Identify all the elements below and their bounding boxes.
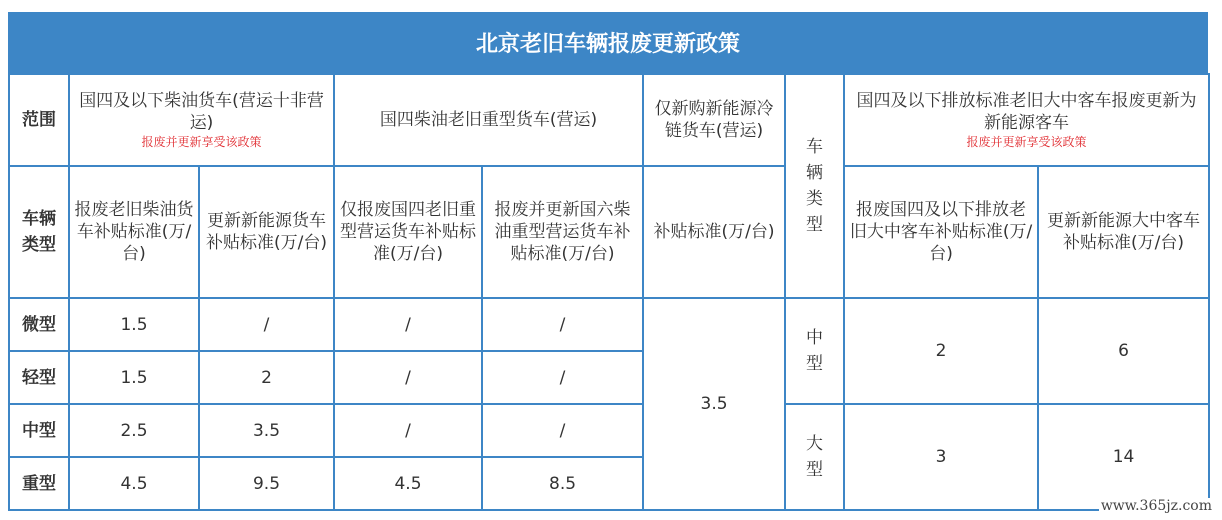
range-diesel-truck-text: 国四及以下柴油货车(营运十非营运) — [79, 91, 324, 133]
cell-value: 1.5 — [69, 351, 199, 404]
watermark: www.365jz.com — [1100, 498, 1212, 514]
cell-value: / — [482, 298, 643, 351]
cell-value: 4.5 — [334, 457, 482, 510]
cell-value: 2 — [199, 351, 334, 404]
vehicle-type-header-text: 车辆类型 — [806, 137, 824, 235]
row-type: 轻型 — [9, 351, 69, 404]
row-type: 重型 — [9, 457, 69, 510]
header-scrap-update-heavy: 报废并更新国六柴油重型营运货车补贴标准(万/台) — [482, 166, 643, 298]
type-label-text: 车辆类型 — [22, 209, 56, 255]
type-label — [9, 166, 69, 298]
bus-type-medium — [785, 298, 844, 404]
bus-type-medium-text: 中型 — [806, 328, 824, 374]
range-heavy-truck: 国四柴油老旧重型货车(营运) — [334, 74, 643, 166]
range-label: 范围 — [9, 74, 69, 166]
cell-value: / — [482, 351, 643, 404]
header-scrap-bus: 报废国四及以下排放老旧大中客车补贴标准(万/台) — [844, 166, 1038, 298]
cell-value: 2.5 — [69, 404, 199, 457]
cell-value: / — [334, 351, 482, 404]
range-bus-text: 国四及以下排放标准老旧大中客车报废更新为新能源客车 — [856, 91, 1197, 133]
vehicle-type-header — [785, 74, 844, 298]
bus-new-large: 14 — [1038, 404, 1209, 510]
standard-header-row — [9, 166, 1209, 298]
bus-type-large-text: 大型 — [806, 434, 824, 480]
table-title: 北京老旧车辆报废更新政策 — [8, 12, 1208, 73]
policy-table — [8, 73, 1210, 511]
cell-value: 4.5 — [69, 457, 199, 510]
cell-value: / — [482, 404, 643, 457]
cold-chain-value: 3.5 — [643, 298, 785, 510]
row-type: 微型 — [9, 298, 69, 351]
header-scrap-heavy: 仅报废国四老旧重型营运货车补贴标准(万/台) — [334, 166, 482, 298]
range-diesel-truck-note: 报废并更新享受该政策 — [141, 135, 262, 149]
header-scrap-diesel: 报废老旧柴油货车补贴标准(万/台) — [69, 166, 199, 298]
row-type: 中型 — [9, 404, 69, 457]
cell-value: / — [199, 298, 334, 351]
header-cold-chain: 补贴标准(万/台) — [643, 166, 785, 298]
table-row — [9, 298, 1209, 351]
bus-type-large — [785, 404, 844, 510]
header-new-energy-bus: 更新新能源大中客车补贴标准(万/台) — [1038, 166, 1209, 298]
cell-value: / — [334, 404, 482, 457]
range-bus-note: 报废并更新享受该政策 — [966, 135, 1087, 149]
cell-value: 1.5 — [69, 298, 199, 351]
cell-value: 9.5 — [199, 457, 334, 510]
range-cold-chain: 仅新购新能源冷链货车(营运) — [643, 74, 785, 166]
cell-value: 8.5 — [482, 457, 643, 510]
table-row — [9, 404, 1209, 457]
range-bus — [844, 74, 1209, 166]
range-row — [9, 74, 1209, 166]
range-diesel-truck — [69, 74, 334, 166]
bus-new-medium: 6 — [1038, 298, 1209, 404]
cell-value: / — [334, 298, 482, 351]
bus-scrap-medium: 2 — [844, 298, 1038, 404]
cell-value: 3.5 — [199, 404, 334, 457]
header-new-energy-truck: 更新新能源货车补贴标准(万/台) — [199, 166, 334, 298]
bus-scrap-large: 3 — [844, 404, 1038, 510]
